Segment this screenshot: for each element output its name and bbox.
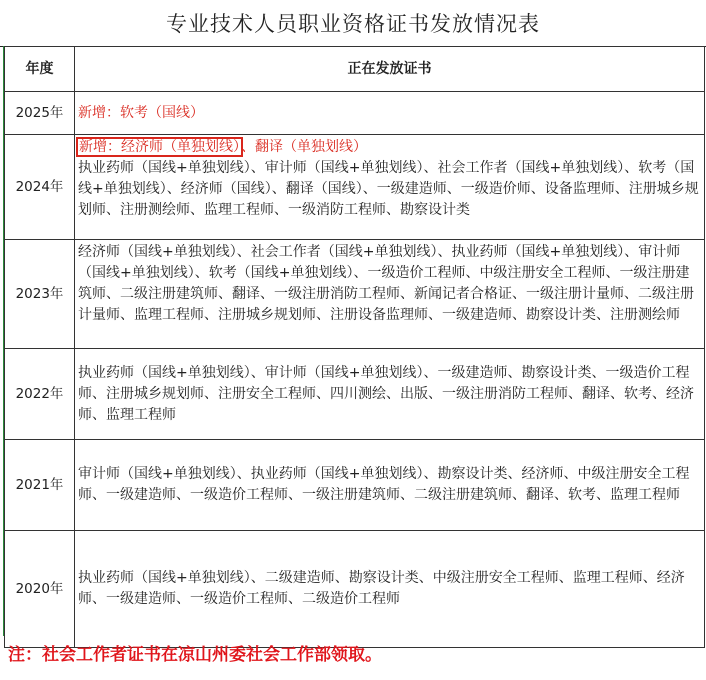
new-cert-text: 、翻译（单独划线） (241, 139, 367, 155)
footnote: 注：社会工作者证书在凉山州委社会工作部领取。 (8, 645, 382, 665)
header-certs: 正在发放证书 (75, 47, 705, 92)
certificate-table (4, 46, 705, 648)
year-cell: 2021年 (5, 440, 75, 531)
certs-cell (75, 92, 705, 135)
table-header-row (5, 47, 705, 92)
table-row (5, 531, 705, 648)
header-year: 年度 (5, 47, 75, 92)
new-cert-highlight: 新增：经济师（单独划线） (79, 139, 240, 155)
cert-list: 执业药师（国线+单独划线）、审计师（国线+单独划线）、社会工作者（国线+单独划线）、软考（国线+单独划线）、经济师（国线）、翻译（国线）、一级建造师、一级造价师、设备监理师、注册城乡规划师、注册测绘师、监理工程师、一级消防工程师、勘察设计类 (78, 160, 699, 218)
cert-list: 执业药师（国线+单独划线）、二级建造师、勘察设计类、中级注册安全工程师、监理工程师、经济师、一级建造师、一级造价工程师、二级造价工程师 (78, 570, 685, 607)
cert-list: 执业药师（国线+单独划线）、审计师（国线+单独划线）、一级建造师、勘察设计类、一级造价工程师、注册城乡规划师、注册安全工程师、四川测绘、出版、一级注册消防工程师、翻译、软考、经济师、监理工程师 (78, 364, 694, 423)
year-cell: 2020年 (5, 531, 75, 648)
year-cell: 2024年 (5, 135, 75, 240)
certs-cell (75, 349, 705, 440)
table-row (5, 440, 705, 531)
certs-cell (75, 240, 705, 349)
certs-cell (75, 135, 705, 240)
certs-cell (75, 440, 705, 531)
cert-list: 审计师（国线+单独划线）、执业药师（国线+单独划线）、勘察设计类、经济师、中级注册安全工程师、一级建造师、一级造价工程师、一级注册建筑师、二级注册建筑师、翻译、软考、监理工程师 (78, 466, 690, 503)
new-cert-text: 新增：软考（国线） (78, 104, 204, 121)
year-cell: 2023年 (5, 240, 75, 349)
cert-list: 经济师（国线+单独划线）、社会工作者（国线+单独划线）、执业药师（国线+单独划线）、审计师（国线+单独划线）、软考（国线+单独划线）、一级造价工程师、中级注册安全工程师、一级注册建筑师、二级注册建筑师、翻译、一级注册消防工程师、新闻记者合格证、一级注册计量师、二级注册计量师、监理工程师、注册城乡规划师、注册设备监理师、一级建造师、勘察设计类、注册测绘师 (78, 244, 694, 323)
page-title: 专业技术人员职业资格证书发放情况表 (0, 0, 706, 47)
table-row (5, 92, 705, 135)
year-cell: 2022年 (5, 349, 75, 440)
table-row (5, 349, 705, 440)
certs-cell (75, 531, 705, 648)
table-row (5, 135, 705, 240)
year-cell: 2025年 (5, 92, 75, 135)
table-row (5, 240, 705, 349)
